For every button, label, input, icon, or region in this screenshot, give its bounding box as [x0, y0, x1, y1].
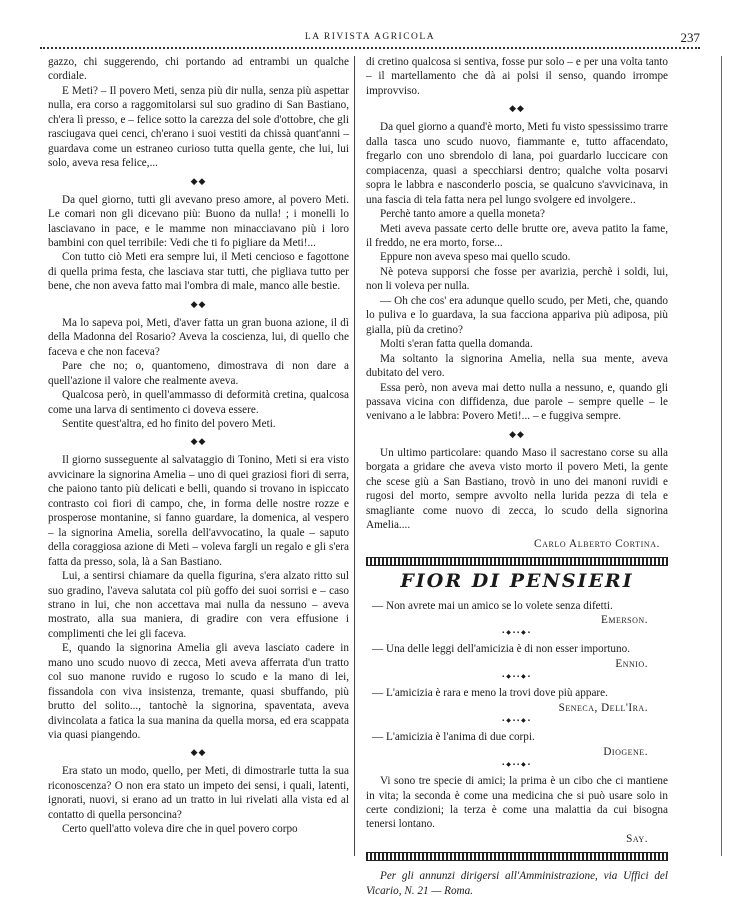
page-number: 237	[680, 30, 700, 45]
paragraph: Sentite quest'altra, ed ho finito del povero Meti.	[62, 417, 276, 430]
running-head	[40, 30, 700, 46]
section-break-ornament: ◆◆	[190, 298, 207, 309]
quote-author: Ennio.	[615, 657, 648, 670]
quote-divider-ornament: ▪◆▪▪◆▪	[502, 718, 532, 725]
section-break-ornament: ◆◆	[190, 436, 207, 447]
paragraph: gazzo, chi suggerendo, chi portando ad entrambi un qualche cordiale.	[48, 56, 349, 83]
paragraph: Era stato un modo, quello, per Meti, di dimostrarle tutta la sua riconoscenza? O non era stato un impeto dei sensi, i quali, latenti, ignorati, nuovi, si erano ad un tratto in lui rivelati alla vista ed al contatto di quella personcina?	[48, 765, 349, 821]
section-break-ornament: ◆◆	[190, 175, 207, 186]
paragraph: Eppure non aveva speso mai quello scudo.	[380, 251, 571, 264]
paragraph: Il giorno susseguente al salvataggio di Tonino, Meti si era visto avvicinare la signorina Amelia – uno di quei graziosi fiori di serra, che paiono tanto più delicati e belli, quando si trovano in ispiccato contrasto coi fiori di campo, che, in forma delle nostre rozze e prosperose montanine, si fanno guardare, la domenica, al vespero – la signorina Amelia, sorella dell'avvocatino, la quale – saputo della coraggiosa azione di Meti – voleva fargli un regalo e gli s'era fatta da presso, sola, là a San Bastiano.	[48, 454, 349, 568]
decorative-border	[366, 557, 668, 566]
quote-divider-ornament: ▪◆▪▪◆▪	[502, 630, 532, 637]
paragraph: Molti s'eran fatta quella domanda.	[380, 338, 533, 351]
section-break-ornament: ◆◆	[509, 103, 525, 114]
quote-text: — L'amicizia è l'anima di due corpi.	[372, 731, 535, 744]
decorative-border	[366, 852, 668, 861]
running-title: LA RIVISTA AGRICOLA	[304, 32, 436, 42]
paragraph: E Meti? – Il povero Meti, senza più dir nulla, senza più aspettar nulla, era corso a raggomitolarsi sul suo gradino di San Bastiano, ch'era lì presso, e – felice sotto la carezza del sole d'ottobre, che gli rasciugava quei cenci, ch'erano i suoi vestiti da chissà quant'anni – guardava come un estraneo curioso tutta quella gente, che lui, lui solo, aveva resa felice,...	[48, 84, 349, 170]
quote-item	[366, 642, 668, 671]
left-column	[48, 55, 349, 837]
header-dotted-rule	[40, 47, 700, 49]
author-signature: Carlo Alberto Cortina.	[534, 537, 660, 550]
paragraph: Un ultimo particolare: quando Maso il sacrestano corse su alla borgata a gridare che aveva visto morto il povero Meti, la gente che scese giù a San Bastiano, trovò in uno dei manoni ruvidi e rugosi del morto, sempre avvolto nella lurida pezza di tela e smagliante come nuovo di zecca, lo scudo della signorina Amelia....	[366, 446, 668, 532]
quote-author: Emerson.	[601, 613, 648, 626]
paragraph: Perchè tanto amore a quella moneta?	[380, 208, 545, 221]
quote-divider-ornament: ▪◆▪▪◆▪	[502, 762, 532, 769]
quote-text: — Non avrete mai un amico se lo volete senza difetti.	[372, 599, 613, 612]
quote-author: Diogene.	[603, 745, 648, 758]
column-divider	[354, 56, 355, 856]
paragraph: Nè poteva supporsi che fosse per avarizia, perchè i soldi, lui, non li voleva per nulla.	[366, 265, 668, 293]
quote-text: Vi sono tre specie di amici; la prima è un cibo che ci mantiene in vita; la seconda è come una medicina che si può usare solo in certe condizioni; la terza è come una malattia da cui bisogna tenersi lontano.	[366, 775, 668, 831]
quote-text: — Una delle leggi dell'amicizia è di non esser importuno.	[372, 643, 631, 656]
advertising-notice	[366, 869, 668, 898]
paragraph: di cretino qualcosa si sentiva, fosse pur solo – e per una volta tanto – il martellamento che dà ai polsi il senso, quando irrompe improvviso.	[366, 56, 668, 97]
quote-item	[366, 599, 668, 628]
paragraph: — Oh che cos' era adunque quello scudo, per Meti, che, quando lo puliva e lo guardava, la sua facciona appariva più adiposa, più gialla, più da cretino?	[366, 294, 668, 336]
notice-text: Per gli annunzi dirigersi all'Amministrazione, via Uffici del Vicario, N. 21 — Roma.	[366, 870, 668, 897]
paragraph: Certo quell'atto voleva dire che in quel povero corpo	[62, 823, 298, 836]
quote-item	[366, 686, 668, 715]
quote-text: — L'amicizia è rara e meno la trovi dove più appare.	[372, 687, 608, 700]
paragraph: Pare che no; o, quantomeno, dimostrava di non dare a quell'azione il valore che realmente aveva.	[48, 360, 349, 387]
paragraph: Con tutto ciò Meti era sempre lui, il Meti cencioso e fagottone di quella prima festa, che lasciava star tutti, che pigliava tutto per bene, che non aveva fatto mai l'ombra di male, manco alle bestie.	[48, 251, 349, 293]
paragraph: Meti aveva passate certo delle brutte ore, aveva patito la fame, il freddo, ne era morto, forse...	[366, 222, 668, 249]
page-edge-rule	[721, 56, 722, 856]
quote-item	[366, 730, 668, 759]
right-column	[366, 55, 668, 898]
paragraph: Ma soltanto la signorina Amelia, nella sua mente, aveva dubitato del vero.	[366, 352, 668, 380]
section-break-ornament: ◆◆	[509, 428, 525, 439]
quote-author: Seneca, Dell'Ira.	[558, 701, 648, 714]
paragraph: Lui, a sentirsi chiamare da quella figurina, s'era alzato ritto sul suo gradino, l'aveva salutata col più goffo dei suoi sorrisi e – caso strano in lui, che non accettava mai nulla da nessuno – aveva mostrato, alla sua maniera, di gradire con vera effusione i complimenti che lei gli faceva.	[48, 570, 349, 640]
paragraph: Essa però, non aveva mai detto nulla a nessuno, e, quando gli passava vicina con diffidenza, due parole – sempre quelle – le venivano a le labbra: Povero Meti!... – e fuggiva sempre.	[366, 381, 668, 423]
quote-author: Say.	[626, 832, 648, 845]
paragraph: Da quel giorno, tutti gli avevano preso amore, al povero Meti. Le comari non gli dicevano più: Buono da nulla! ; i monelli lo lasciavano in pace, e le mamme non minacciavano più i loro bambini con quel terribile: Vedi che ti fo pigliare da Meti!...	[48, 193, 349, 249]
section-break-ornament: ◆◆	[190, 747, 207, 758]
paragraph: Ma lo sapeva poi, Meti, d'aver fatta un gran buona azione, il dì della Madonna del Rosario? Aveva la coscienza, lui, di quello che faceva e che non faceva?	[48, 316, 349, 358]
paragraph: E, quando la signorina Amelia gli aveva lasciato cadere in mano uno scudo nuovo di zecca, Meti aveva afferrata d'un tratto col suo manone ruvido e rugoso lo scudo e la mano di lei, fissandola con viva insistenza, tremante, quasi sbuffando, più brutto del solito..., tantochè la signorina, spaventata, aveva divincolata a fatica la sua manina da quella morsa, ed era scappata via quasi piangendo.	[48, 642, 349, 742]
paragraph: Da quel giorno a quand'è morto, Meti fu visto spessissimo trarre dalla tasca uno scudo nuovo, fiammante e, tutto affacendato, fregarlo con uno sbrendolo di lana, poi guardarlo luccicare con compiacenza, quasi a specchiarsi dentro; qualche volta posarvi sopra le labbra e nasconderlo poscia, se qualcuno s'avvicinava, in una fascia di tela fatta nera pel lungo svolgere ed involgere..	[366, 121, 668, 206]
quote-item	[366, 774, 668, 846]
paragraph: Qualcosa però, in quell'ammasso di deformità cretina, qualcosa come una larva di sentimento ci doveva essere.	[48, 389, 349, 416]
rubric-title: FIOR DI PENSIERI	[400, 570, 634, 593]
quote-divider-ornament: ▪◆▪▪◆▪	[502, 674, 532, 681]
